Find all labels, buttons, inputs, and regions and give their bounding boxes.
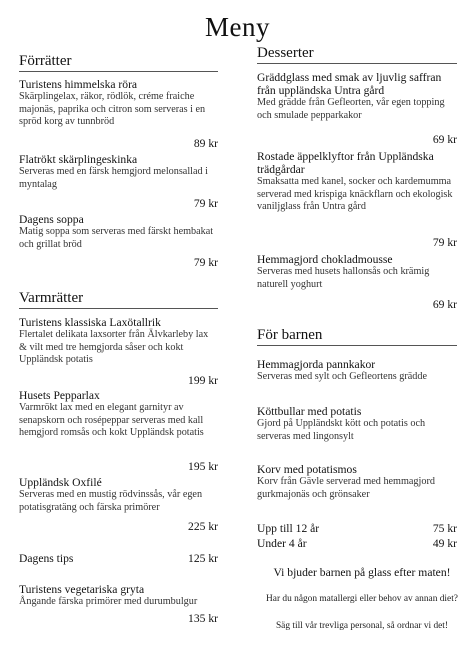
allergy-note-line1: Har du någon matallergi eller behov av annan diet?: [266, 594, 458, 604]
item-name: Köttbullar med potatis: [257, 405, 362, 418]
menu-item: [19, 316, 218, 367]
item-description: Korv från Gävle serverad med hemmagjord gurkmajonäs och grönsaker: [257, 476, 435, 500]
item-description: Serveras med en mustig rödvinssås, vår egen potatisgratäng och färska primörer: [19, 489, 203, 513]
item-name: Dagens tips: [19, 552, 74, 565]
allergy-note-line2: Säg till vår trevliga personal, så ordnar vi det!: [275, 621, 449, 631]
item-description: Serveras med en färsk hemgjord melonsallad i myntalag: [19, 166, 208, 190]
menu-item: [19, 583, 218, 609]
item-name: Turistens himmelska röra: [19, 78, 138, 91]
item-description: Varmrökt lax med en elegant garnityr av senapskorn och rosépeppar serveras med kall hemgjord romsås och kokt Uppländsk potatis: [19, 402, 204, 439]
item-price: 135 kr: [188, 612, 218, 625]
menu-item: [257, 253, 457, 291]
item-description: Serveras med husets hallonsås och krämig naturell yoghurt: [257, 266, 430, 290]
item-name: Gräddglass med smak av ljuvlig saffran från uppländska Untra gård: [257, 71, 442, 97]
item-name: Flatrökt skärplingeskinka: [19, 153, 138, 166]
item-description: Skärplingelax, räkor, rödlök, créme fraiche majonäs, paprika och citron som serveras i en spröd korg av tunnbröd: [19, 91, 206, 128]
item-name: Hemmagjorda pannkakor: [257, 358, 376, 371]
left-column: [19, 0, 218, 646]
section-heading-barnen: För barnen: [257, 327, 323, 343]
item-price: 79 kr: [193, 256, 218, 269]
price-value: 75 kr: [432, 522, 457, 535]
section-divider: [257, 345, 457, 346]
item-price: 79 kr: [193, 197, 218, 210]
menu-item: [257, 71, 457, 122]
item-price: 199 kr: [188, 374, 218, 387]
item-description: Matig soppa som serveras med färskt hembakat och grillat bröd: [19, 226, 214, 250]
section-divider: [257, 63, 457, 64]
menu-item: [19, 78, 218, 129]
item-name: Rostade äppelklyftor från Uppländska trädgårdar: [257, 150, 434, 176]
item-name: Dagens soppa: [19, 213, 84, 226]
item-name: Korv med potatismos: [257, 463, 357, 476]
item-description: Gjord på Uppländskt kött och potatis och serveras med lingonsylt: [257, 418, 426, 442]
item-price: 195 kr: [188, 460, 218, 473]
menu-title: Meny: [205, 12, 270, 42]
menu-item: [19, 476, 218, 514]
section-heading-desserter: Desserter: [257, 45, 314, 61]
menu-item: [257, 405, 457, 443]
item-description: Med grädde från Gefleorten, vår egen topping och smulade pepparkakor: [257, 97, 445, 121]
item-price: 225 kr: [188, 520, 218, 533]
menu-item: [257, 150, 457, 214]
item-price: 79 kr: [432, 236, 457, 249]
item-name: Turistens klassiska Laxötallrik: [19, 316, 161, 329]
item-price: 69 kr: [432, 133, 457, 146]
right-column: [257, 0, 457, 646]
section-divider: [19, 71, 218, 72]
item-description: Ångande färska primörer med durumbulgur: [19, 596, 198, 607]
price-label: Upp till 12 år: [257, 522, 320, 535]
menu-item: [19, 153, 218, 191]
item-name: Hemmagjord chokladmousse: [257, 253, 393, 266]
menu-item: [257, 358, 457, 384]
price-label: Under 4 år: [257, 537, 307, 550]
item-name: Uppländsk Oxfilé: [19, 476, 102, 489]
section-divider: [19, 308, 218, 309]
section-heading-forratter: Förrätter: [19, 53, 72, 69]
menu-item: [19, 389, 218, 440]
kids-offer-note: Vi bjuder barnen på glass efter maten!: [273, 566, 451, 579]
item-price: 89 kr: [193, 137, 218, 150]
item-description: Serveras med sylt och Gefleortens grädde: [257, 371, 428, 382]
item-price: 125 kr: [188, 552, 218, 565]
item-description: Smaksatta med kanel, socker och kardemumma serverad med krispiga knäckflarn och ekologisk vaniljglass från Untra gård: [257, 176, 453, 213]
menu-item: [19, 213, 218, 251]
item-name: Husets Pepparlax: [19, 389, 100, 402]
item-price: 69 kr: [432, 298, 457, 311]
item-name: Turistens vegetariska gryta: [19, 583, 145, 596]
menu-item: [257, 463, 457, 501]
item-description: Flertalet delikata laxsorter från Älvkarleby lax & vilt med tre hemgjorda såser och kokt Uppländsk potatis: [19, 329, 209, 366]
price-value: 49 kr: [432, 537, 457, 550]
section-heading-varmratter: Varmrätter: [19, 290, 84, 306]
